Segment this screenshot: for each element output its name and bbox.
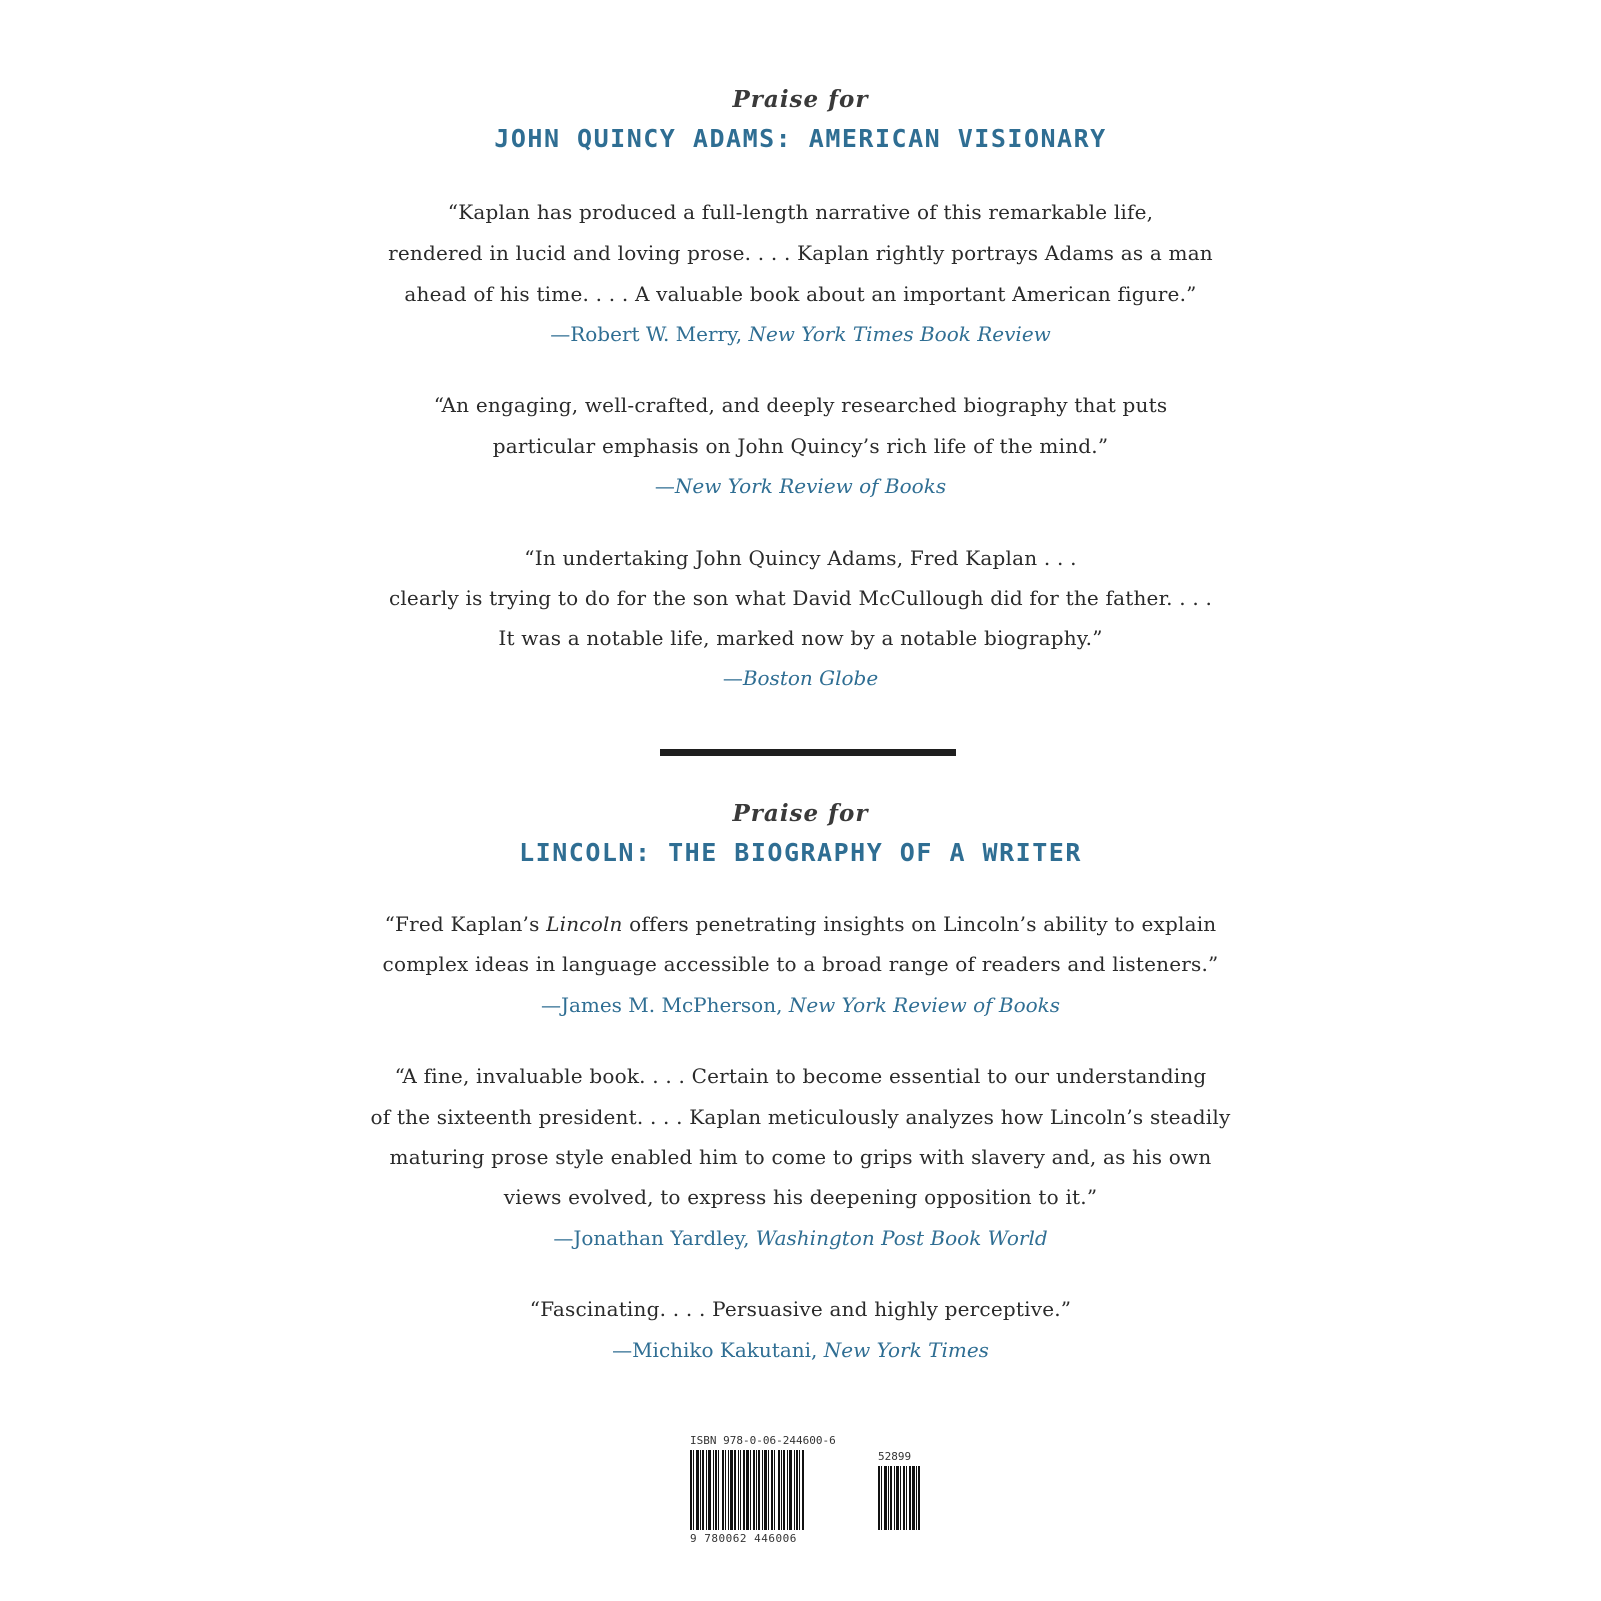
quote-line: “Kaplan has produced a full-length narrative of this remarkable life, <box>447 200 1154 224</box>
attribution-author: —James M. McPherson, <box>540 993 789 1017</box>
attribution-source: New York Times <box>823 1338 989 1362</box>
barcode-bar <box>802 1450 804 1530</box>
attribution-author: —Robert W. Merry, <box>550 322 749 346</box>
quote-line <box>0 912 1601 936</box>
praise-label-lincoln: Praise for <box>732 800 869 827</box>
quote-line: “In undertaking John Quincy Adams, Fred Kaplan . . . <box>524 546 1077 570</box>
quote-line: views evolved, to express his deepening opposition to it.” <box>503 1185 1098 1209</box>
quote-line: It was a notable life, marked now by a notable biography.” <box>498 626 1103 650</box>
quote-line: rendered in lucid and loving prose. . . . Kaplan rightly portrays Adams as a man <box>388 241 1213 265</box>
ean-digits: 9 780062 446006 <box>690 1532 797 1545</box>
quote-italic-title: Lincoln <box>546 912 623 936</box>
quote-line: complex ideas in language accessible to a broad range of readers and listeners.” <box>382 952 1219 976</box>
quote-line: ahead of his time. . . . A valuable book about an important American figure.” <box>404 282 1197 306</box>
attribution-author: —Jonathan Yardley, <box>553 1226 756 1250</box>
attribution-source: Washington Post Book World <box>755 1226 1048 1250</box>
attribution-author: — <box>654 474 675 498</box>
section-divider <box>660 749 956 756</box>
isbn-label: ISBN 978-0-06-244600-6 <box>690 1434 836 1447</box>
quote-attribution <box>0 474 1601 498</box>
attribution-source: New York Review of Books <box>674 474 947 498</box>
quote-attribution <box>0 1338 1601 1362</box>
book-title-lincoln: LINCOLN: THE BIOGRAPHY OF A WRITER <box>519 838 1082 867</box>
quote-text: offers penetrating insights on Lincoln’s ability to explain <box>622 912 1217 936</box>
book-title-jqa: JOHN QUINCY ADAMS: AMERICAN VISIONARY <box>494 124 1107 153</box>
quote-attribution <box>0 993 1601 1017</box>
attribution-author: —Michiko Kakutani, <box>612 1338 824 1362</box>
price-barcode-bars <box>878 1466 920 1530</box>
barcode-bar <box>918 1466 920 1530</box>
quote-line: of the sixteenth president. . . . Kaplan meticulously analyzes how Lincoln’s steadily <box>370 1105 1231 1129</box>
attribution-source: New York Review of Books <box>788 993 1061 1017</box>
attribution-source: New York Times Book Review <box>748 322 1051 346</box>
quote-attribution <box>0 666 1601 690</box>
quote-attribution <box>0 322 1601 346</box>
price-code: 52899 <box>878 1450 912 1463</box>
quote-text: “Fred Kaplan’s <box>384 912 547 936</box>
praise-label-jqa: Praise for <box>732 86 869 113</box>
ean-barcode-bars <box>690 1450 804 1530</box>
quote-line: maturing prose style enabled him to come to grips with slavery and, as his own <box>389 1145 1212 1169</box>
attribution-source: Boston Globe <box>742 666 879 690</box>
quote-line: “A fine, invaluable book. . . . Certain to become essential to our understanding <box>394 1064 1207 1088</box>
quote-line: clearly is trying to do for the son what David McCullough did for the father. . . . <box>388 586 1213 610</box>
attribution-author: — <box>722 666 743 690</box>
quote-attribution <box>0 1226 1601 1250</box>
quote-line: “Fascinating. . . . Persuasive and highly perceptive.” <box>529 1297 1072 1321</box>
quote-line: particular emphasis on John Quincy’s rich life of the mind.” <box>492 434 1109 458</box>
quote-line: “An engaging, well-crafted, and deeply researched biography that puts <box>433 393 1168 417</box>
